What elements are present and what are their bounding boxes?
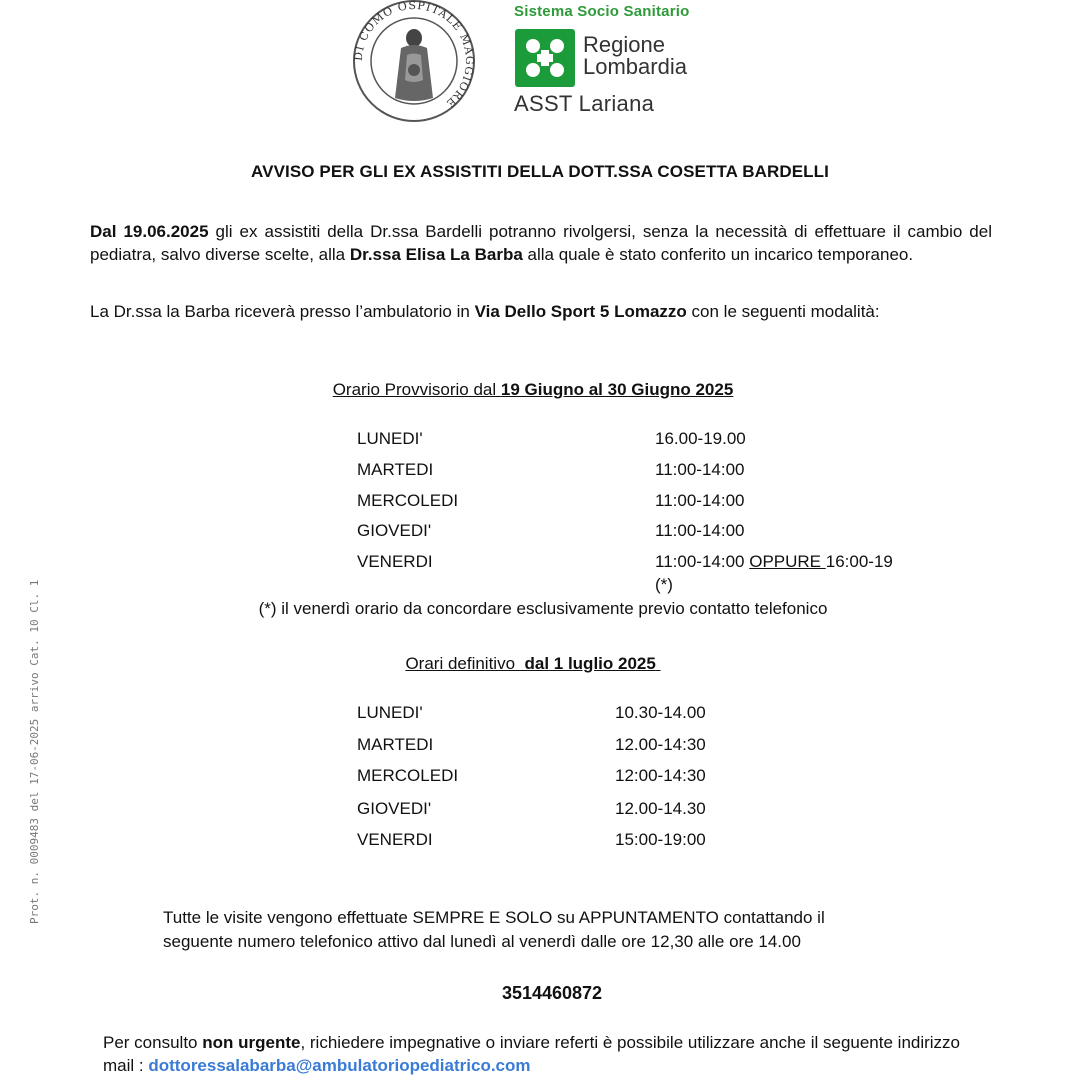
provisional-hours: 11:00-14:00 — [655, 521, 745, 540]
mail-text-1: Per consulto — [103, 1033, 203, 1052]
clinic-address: Via Dello Sport 5 Lomazzo — [474, 302, 687, 321]
intro-text-1: gli ex assistiti della Dr.ssa Bardelli potranno rivolgersi, senza la necessità di effettuare il cambio del pediatra, salvo diverse scelte, alla — [90, 222, 992, 264]
notice-title: AVVISO PER GLI EX ASSISTITI DELLA DOTT.SSA COSETTA BARDELLI — [251, 162, 829, 181]
friday-footnote: (*) il venerdì orario da concordare esclusivamente previo contatto telefonico — [258, 599, 828, 618]
provisional-day: LUNEDI' — [357, 429, 423, 448]
new-doctor-name: Dr.ssa Elisa La Barba — [349, 245, 523, 264]
definitive-heading-date: dal 1 luglio 2025 — [524, 654, 656, 673]
provisional-hours: 11:00-14:00 — [655, 460, 745, 479]
definitive-heading-prefix: Orari definitivo — [405, 654, 525, 673]
provisional-hours: 16.00-19.00 — [655, 429, 746, 448]
provisional-day: MERCOLEDI — [357, 491, 459, 510]
mail-text-2: , richiedere impegnative o inviare referti è possibile utilizzare anche il seguente indirizzo mail : — [103, 1033, 961, 1075]
location-text-1: La Dr.ssa la Barba riceverà presso l’ambulatorio in — [90, 302, 475, 321]
provisional-hours: 11:00-14:00 — [655, 491, 745, 510]
intro-text-2: alla quale è stato conferito un incarico temporaneo. — [522, 245, 914, 264]
friday-hours: 11:00-14:00 — [655, 552, 750, 571]
region-name-line2: Lombardia — [583, 54, 687, 79]
definitive-hours: 12.00-14:30 — [615, 735, 706, 754]
definitive-day: GIOVEDI' — [357, 799, 432, 818]
definitive-day: MARTEDI — [357, 735, 434, 754]
definitive-day: MERCOLEDI — [357, 766, 459, 785]
appointment-line-1: Tutte le visite vengono effettuate SEMPRE E SOLO su APPUNTAMENTO contattando il — [163, 908, 825, 927]
location-text-2: con le seguenti modalità: — [686, 302, 880, 321]
system-name: Sistema Socio Sanitario — [514, 3, 690, 20]
definitive-hours: 10.30-14.00 — [615, 703, 706, 722]
provisional-day-friday: VENERDI — [357, 552, 433, 571]
friday-footnote-mark: (*) — [655, 575, 673, 594]
friday-or: OPPURE — [749, 552, 826, 571]
provisional-hours-friday — [655, 552, 893, 572]
provisional-day: MARTEDI — [357, 460, 434, 479]
protocol-stamp: Prot. n. 0009483 del 17-06-2025 arrivo Cat. 10 Cl. 1 — [28, 579, 41, 924]
location-paragraph — [90, 300, 992, 323]
intro-paragraph — [90, 220, 992, 266]
appointment-line-2: seguente numero telefonico attivo dal lunedì al venerdì dalle ore 12,30 alle ore 14.00 — [163, 932, 801, 951]
hospital-seal-logo — [349, 0, 479, 122]
definitive-hours: 12.00-14.30 — [615, 799, 706, 818]
definitive-hours: 15:00-19:00 — [615, 830, 706, 849]
definitive-day: VENERDI — [357, 830, 433, 849]
provisional-heading-dates: 19 Giugno al 30 Giugno 2025 — [500, 380, 734, 399]
mail-paragraph — [103, 1031, 963, 1077]
definitive-schedule-heading — [0, 654, 1066, 674]
non-urgent-label: non urgente — [202, 1033, 301, 1052]
provisional-schedule-heading — [0, 380, 1066, 400]
phone-number[interactable]: 3514460872 — [501, 983, 603, 1003]
appointment-info — [163, 906, 825, 954]
agency-name: ASST Lariana — [514, 91, 655, 116]
email-link[interactable]: dottoressalabarba@ambulatoriopediatrico.com — [148, 1056, 531, 1075]
provisional-day: GIOVEDI' — [357, 521, 432, 540]
friday-alt-hours: 16:00-19 — [825, 552, 893, 571]
provisional-heading-prefix: Orario Provvisorio dal — [332, 380, 501, 399]
definitive-hours: 12:00-14:30 — [615, 766, 706, 785]
start-date: Dal 19.06.2025 — [90, 222, 209, 241]
seal-text: DI COMO OSPITALE MAGGIORE — [351, 0, 477, 111]
region-name-line1: Regione — [583, 32, 665, 57]
regione-lombardia-icon — [515, 29, 575, 87]
definitive-day: LUNEDI' — [357, 703, 423, 722]
region-name — [583, 34, 687, 78]
